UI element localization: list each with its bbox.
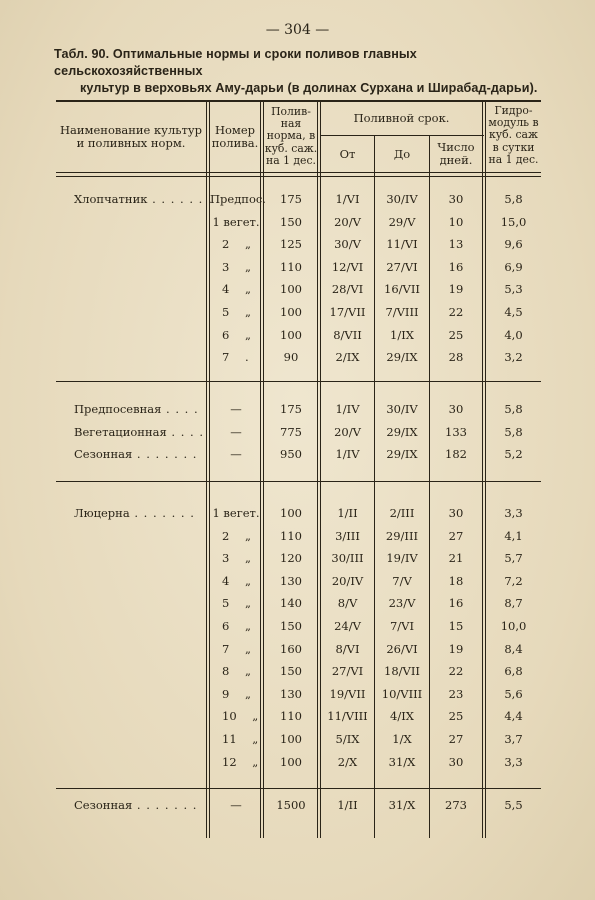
cell-from: 8/VII xyxy=(333,327,362,342)
header-period: Поливной срок. xyxy=(353,111,450,125)
cell-num: — xyxy=(230,402,242,416)
cell-days: 273 xyxy=(445,798,467,812)
cell-from: 2/X xyxy=(337,754,358,769)
cell-from: 20/IV xyxy=(331,573,364,588)
cell-mod: 6,8 xyxy=(504,664,523,679)
cell-to: 1/IX xyxy=(390,327,414,342)
cell-days: 30 xyxy=(448,402,464,416)
cell-norm: 775 xyxy=(280,424,302,439)
cell-to: 7/V xyxy=(392,573,412,588)
cell-from: 30/V xyxy=(334,237,361,252)
cell-num: 10 „ xyxy=(222,709,259,724)
cell-from: 8/V xyxy=(337,596,358,611)
cell-to: 23/V xyxy=(388,596,416,611)
cell-from: 5/IX xyxy=(335,732,360,746)
section-2-end-rule xyxy=(56,481,541,482)
row-name: Предпосевная . . . . xyxy=(74,402,199,416)
cell-norm: 90 xyxy=(283,350,299,365)
cell-norm: 120 xyxy=(280,551,302,566)
cell-mod: 5,6 xyxy=(504,686,523,701)
cell-norm: 175 xyxy=(280,402,302,416)
cell-to: 10/VIII xyxy=(381,686,423,701)
cell-norm: 110 xyxy=(280,259,302,274)
header-days: Число дней. xyxy=(437,140,475,167)
cell-num: 4 „ xyxy=(222,573,251,588)
cell-num: 7 . xyxy=(222,350,249,365)
cell-days: 133 xyxy=(445,424,467,439)
cell-mod: 3,3 xyxy=(504,506,523,520)
cell-norm: 130 xyxy=(280,573,302,588)
cell-norm: 1500 xyxy=(276,798,306,812)
cell-days: 10 xyxy=(448,214,464,229)
cell-to: 31/X xyxy=(388,754,416,769)
cell-days: 19 xyxy=(448,282,464,297)
cell-mod: 15,0 xyxy=(500,214,527,229)
cell-norm: 110 xyxy=(280,528,302,543)
cell-num: 1 вегет. xyxy=(212,506,260,520)
crop-name: Люцерна . . . . . . . xyxy=(74,506,195,520)
cell-from: 1/II xyxy=(337,798,358,812)
header-bottom-rule xyxy=(56,172,541,173)
header-to: До xyxy=(393,147,411,161)
section-1-end-rule xyxy=(56,381,541,382)
cell-to: 11/VI xyxy=(386,237,418,252)
cell-days: 21 xyxy=(448,551,464,566)
cell-num: 7 „ xyxy=(222,641,251,656)
row-name-text: Сезонная xyxy=(74,798,133,812)
cell-to: 2/III xyxy=(389,506,415,520)
cell-days: 25 xyxy=(448,709,464,724)
cell-from: 1/VI xyxy=(335,192,360,206)
cell-from: 27/VI xyxy=(331,664,364,679)
row-name: Сезонная . . . . . . . xyxy=(74,798,198,812)
cell-from: 20/V xyxy=(334,214,361,229)
cell-num: 8 „ xyxy=(222,664,251,679)
cell-mod: 10,0 xyxy=(500,619,527,633)
cell-days: 27 xyxy=(448,732,464,746)
cell-days: 23 xyxy=(448,686,464,701)
cell-days: 30 xyxy=(448,754,464,769)
row-name-text: Вегетационная xyxy=(74,424,167,439)
cell-from: 3/III xyxy=(335,528,360,543)
cell-num: 3 „ xyxy=(222,551,251,566)
col-rule-number xyxy=(260,100,264,838)
cell-mod: 4,4 xyxy=(504,709,523,724)
cell-norm: 130 xyxy=(280,686,302,701)
header-crop: Наименование культур и поливных норм. xyxy=(59,123,203,150)
cell-from: 1/IV xyxy=(335,447,360,462)
table-top-rule xyxy=(56,100,541,102)
cell-mod: 8,7 xyxy=(504,596,523,611)
cell-days: 27 xyxy=(448,528,464,543)
cell-norm: 150 xyxy=(280,619,302,633)
cell-days: 22 xyxy=(448,664,464,679)
cell-num: — xyxy=(230,424,242,439)
cell-norm: 140 xyxy=(280,596,302,611)
cell-num: Предпос. xyxy=(210,192,266,206)
cell-num: 2 „ xyxy=(222,528,251,543)
col-rule-crop xyxy=(206,100,210,838)
cell-num: — xyxy=(230,447,242,462)
cell-days: 30 xyxy=(448,192,464,206)
cell-days: 28 xyxy=(448,350,464,365)
cell-from: 17/VII xyxy=(329,305,366,319)
cell-norm: 950 xyxy=(280,447,302,462)
cell-mod: 6,9 xyxy=(504,259,523,274)
cell-to: 30/IV xyxy=(386,402,418,416)
cell-from: 2/IX xyxy=(335,350,360,365)
section-3-end-rule xyxy=(56,788,541,789)
cell-num: 1 вегет. xyxy=(212,214,260,229)
row-name: Вегетационная . . . . xyxy=(74,424,204,439)
cell-mod: 7,2 xyxy=(504,573,523,588)
cell-mod: 8,4 xyxy=(504,641,523,656)
header-number: Номер полива. xyxy=(211,123,259,150)
col-rule-days xyxy=(482,100,486,838)
cell-to: 7/VI xyxy=(389,619,415,633)
cell-to: 18/VII xyxy=(384,664,420,679)
row-name-text: Сезонная xyxy=(74,447,133,462)
cell-to: 26/VI xyxy=(386,641,418,656)
cell-days: 30 xyxy=(448,506,464,520)
cell-from: 12/VI xyxy=(331,259,364,274)
cell-num: 11 „ xyxy=(222,732,259,746)
cell-to: 19/IV xyxy=(386,551,418,566)
cell-to: 1/X xyxy=(392,732,412,746)
table-title xyxy=(54,46,554,97)
cell-to: 29/III xyxy=(385,528,419,543)
cell-to: 29/IX xyxy=(386,350,418,365)
crop-name: Хлопчатник . . . . . . . xyxy=(74,192,213,206)
cell-mod: 9,6 xyxy=(504,237,523,252)
cell-days: 15 xyxy=(448,619,464,633)
cell-days: 19 xyxy=(448,641,464,656)
cell-num: 6 „ xyxy=(222,327,251,342)
cell-num: 9 „ xyxy=(222,686,251,701)
title-line-2: культур в верховьях Аму-дарьи (в долинах Сурхана и Ширабад-дарьи). xyxy=(80,81,538,95)
cell-num: — xyxy=(230,798,242,812)
cell-mod: 4,1 xyxy=(504,528,523,543)
cell-from: 8/VI xyxy=(335,641,360,656)
cell-mod: 5,3 xyxy=(504,282,523,297)
header-module: Гидро- модуль в куб. саж в сутки на 1 дес. xyxy=(488,104,539,166)
header-from: От xyxy=(339,147,356,161)
cell-mod: 3,7 xyxy=(504,732,523,746)
cell-from: 24/V xyxy=(334,619,361,633)
cell-to: 31/X xyxy=(388,798,416,812)
row-name-text: Предпосевная xyxy=(74,402,162,416)
cell-num: 5 „ xyxy=(222,596,251,611)
cell-norm: 100 xyxy=(280,732,302,746)
cell-num: 5 „ xyxy=(222,305,251,319)
cell-mod: 4,0 xyxy=(504,327,523,342)
cell-from: 1/IV xyxy=(335,402,360,416)
page-number: — 304 — xyxy=(265,22,330,38)
col-rule-norm xyxy=(317,100,321,838)
header-bottom-rule-2 xyxy=(56,176,541,177)
cell-mod: 5,8 xyxy=(504,402,523,416)
cell-mod: 5,2 xyxy=(504,447,523,462)
row-name: Сезонная . . . . . . . xyxy=(74,447,198,462)
cell-days: 16 xyxy=(448,596,464,611)
cell-days: 13 xyxy=(448,237,464,252)
cell-mod: 5,8 xyxy=(504,192,523,206)
cell-num: 6 „ xyxy=(222,619,251,633)
cell-norm: 100 xyxy=(280,506,302,520)
cell-norm: 100 xyxy=(280,282,302,297)
cell-from: 20/V xyxy=(334,424,361,439)
cell-num: 2 „ xyxy=(222,237,251,252)
cell-to: 29/IX xyxy=(386,447,418,462)
cell-num: 4 „ xyxy=(222,282,251,297)
cell-norm: 175 xyxy=(280,192,302,206)
cell-norm: 150 xyxy=(280,214,302,229)
cell-to: 27/VI xyxy=(386,259,418,274)
cell-to: 4/IX xyxy=(390,709,414,724)
cell-norm: 100 xyxy=(280,305,302,319)
cell-mod: 5,5 xyxy=(504,798,523,812)
cell-days: 182 xyxy=(445,447,467,462)
cell-norm: 100 xyxy=(280,754,302,769)
cell-num: 3 „ xyxy=(222,259,251,274)
cell-to: 29/V xyxy=(388,214,416,229)
cell-mod: 5,7 xyxy=(504,551,523,566)
cell-norm: 160 xyxy=(280,641,302,656)
crop-name-text: Люцерна xyxy=(74,506,130,520)
cell-norm: 100 xyxy=(280,327,302,342)
period-subheader-rule xyxy=(321,135,484,136)
cell-from: 1/II xyxy=(337,506,358,520)
cell-days: 22 xyxy=(448,305,464,319)
title-line-1: Табл. 90. Оптимальные нормы и сроки поливов главных сельскохозяйственных xyxy=(54,47,417,78)
crop-name-text: Хлопчатник xyxy=(74,192,148,206)
cell-from: 11/VIII xyxy=(327,709,368,724)
cell-days: 18 xyxy=(448,573,464,588)
cell-to: 29/IX xyxy=(386,424,418,439)
irrigation-table xyxy=(56,100,541,838)
cell-norm: 150 xyxy=(280,664,302,679)
cell-mod: 3,3 xyxy=(504,754,523,769)
cell-mod: 4,5 xyxy=(504,305,523,319)
cell-from: 30/III xyxy=(331,551,364,566)
cell-days: 25 xyxy=(448,327,464,342)
cell-mod: 5,8 xyxy=(504,424,523,439)
cell-to: 16/VII xyxy=(384,282,420,297)
cell-days: 16 xyxy=(448,259,464,274)
cell-norm: 110 xyxy=(280,709,302,724)
cell-to: 30/IV xyxy=(386,192,418,206)
cell-num: 12 „ xyxy=(222,754,259,769)
cell-from: 28/VI xyxy=(331,282,364,297)
cell-mod: 3,2 xyxy=(504,350,523,365)
cell-norm: 125 xyxy=(280,237,302,252)
cell-to: 7/VIII xyxy=(385,305,419,319)
header-norm: Полив- ная норма, в куб. саж. на 1 дес. xyxy=(264,105,318,167)
cell-from: 19/VII xyxy=(329,686,366,701)
